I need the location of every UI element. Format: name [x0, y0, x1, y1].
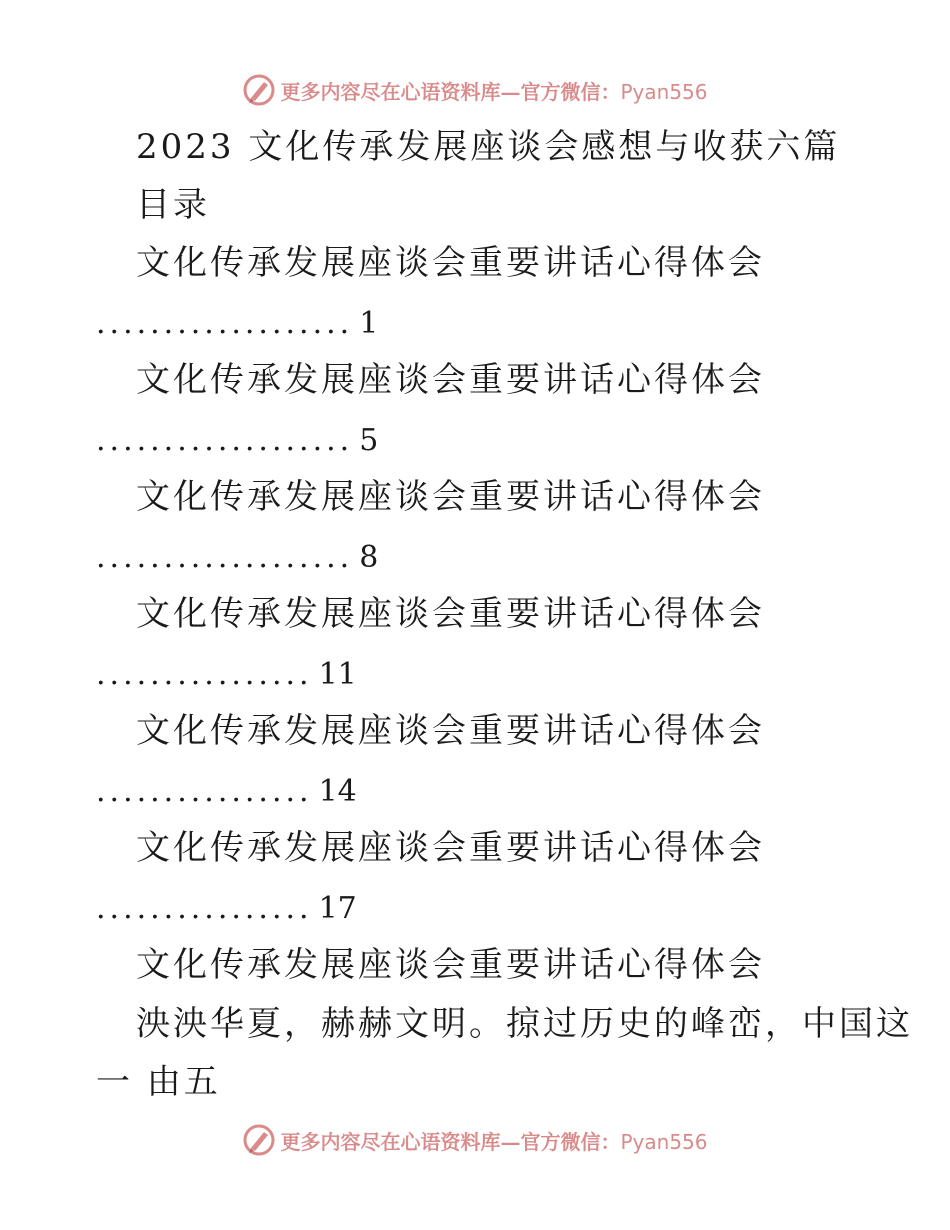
- toc-entry-leader: ................... 1: [96, 306, 379, 341]
- watermark-text: 更多内容尽在心语资料库—官方微信：Pyan556: [280, 79, 708, 104]
- toc-entry-leader: ................ 11: [96, 657, 357, 692]
- toc-entry-leader: ................ 17: [96, 891, 357, 926]
- document-title: 2023 文化传承发展座谈会感想与收获六篇: [136, 127, 841, 167]
- watermark-banner-bottom: [0, 1120, 950, 1160]
- toc-page-number: 5: [359, 423, 379, 458]
- watermark-wechat-id: Pyan556: [620, 1129, 708, 1154]
- toc-entry-label[interactable]: 文化传承发展座谈会重要讲话心得体会: [136, 243, 765, 283]
- toc-page-number: 1: [359, 306, 379, 341]
- toc-page-number: 11: [318, 657, 357, 692]
- watermark-wechat-id: Pyan556: [620, 79, 708, 104]
- toc-heading: 目录: [136, 185, 210, 225]
- section-heading: 文化传承发展座谈会重要讲话心得体会: [136, 945, 765, 985]
- toc-page-number: 8: [359, 540, 379, 575]
- toc-entry-leader: ................... 8: [96, 540, 379, 575]
- toc-entry-label[interactable]: 文化传承发展座谈会重要讲话心得体会: [136, 828, 765, 868]
- body-paragraph-line: 泱泱华夏，赫赫文明。掠过历史的峰峦，中国这: [136, 1004, 913, 1044]
- pen-logo-icon: [242, 73, 276, 107]
- toc-entry-leader: ................... 5: [96, 423, 379, 458]
- watermark-text: 更多内容尽在心语资料库—官方微信：Pyan556: [280, 1129, 708, 1154]
- watermark-banner-top: [0, 70, 950, 110]
- toc-entry-label[interactable]: 文化传承发展座谈会重要讲话心得体会: [136, 360, 765, 400]
- toc-entry-label[interactable]: 文化传承发展座谈会重要讲话心得体会: [136, 594, 765, 634]
- body-paragraph-line: 一 由五: [96, 1062, 221, 1102]
- toc-entry-leader: ................ 14: [96, 774, 357, 809]
- toc-entry-label[interactable]: 文化传承发展座谈会重要讲话心得体会: [136, 477, 765, 517]
- pen-logo-icon: [242, 1123, 276, 1157]
- toc-entry-label[interactable]: 文化传承发展座谈会重要讲话心得体会: [136, 711, 765, 751]
- toc-page-number: 17: [318, 891, 357, 926]
- toc-page-number: 14: [318, 774, 357, 809]
